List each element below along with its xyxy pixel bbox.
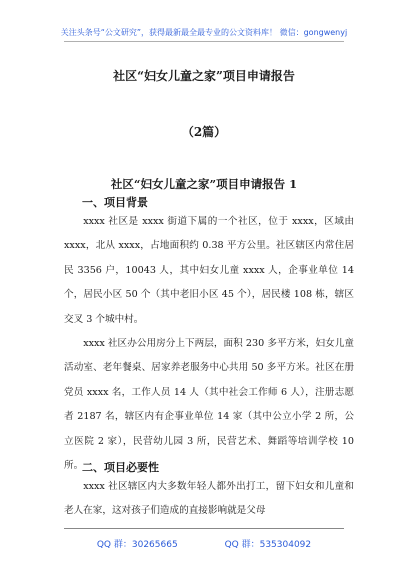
footer xyxy=(0,537,408,550)
paragraph-background-1: xxxx 社区是 xxxx 街道下属的一个社区，位于 xxxx，区域由 xxxx，北从 xxxx，占地面积约 0.38 平方公里。社区辖区内常住居民 3356 户，10043 人，其中妇女儿童 xxxx 人，企事业单位 14 个，居民小区 50 个（其中老旧小区 45 个），居民楼 108 栋，辖区交叉 3 个城中村。 xyxy=(64,216,354,325)
footer-divider xyxy=(64,528,344,529)
footer-qq-group-1: QQ 群：30265665 xyxy=(96,540,178,550)
document-title: 社区“妇女儿童之家”项目申请报告 xyxy=(113,69,295,83)
header-divider xyxy=(64,41,344,42)
promo-banner: 关注头条号“公文研究”，获得最新最全最专业的公文资料库！ 微信：gongwenyj xyxy=(60,28,348,37)
section-title: 社区“妇女儿童之家”项目申请报告 1 xyxy=(110,177,298,191)
paragraph-background-2: xxxx 社区办公用房分上下两层，面积 230 多平方米，妇女儿童活动室、老年餐桌、居家养老服务中心共用 50 多平方米。社区在册党员 xxxx 名，工作人员 14 人（其中社会工作师 6 人），注册志愿者 2187 名，辖区内有企事业单位 14 家（其中公立小学 2 所，公立医院 2 家），民营幼儿园 3 所，民营艺术、舞蹈等培训学校 10 所。 xyxy=(64,338,354,472)
footer-qq-group-2: QQ 群：535304092 xyxy=(224,540,312,550)
heading-project-background: 一、项目背景 xyxy=(82,196,148,209)
heading-project-necessity: 二、项目必要性 xyxy=(82,461,159,474)
paragraph-necessity: xxxx 社区辖区内大多数年轻人都外出打工，留下妇女和儿童和老人在家，这对孩子们造成的直接影响就是父母 xyxy=(64,481,354,517)
document-count: （2篇） xyxy=(181,125,227,139)
